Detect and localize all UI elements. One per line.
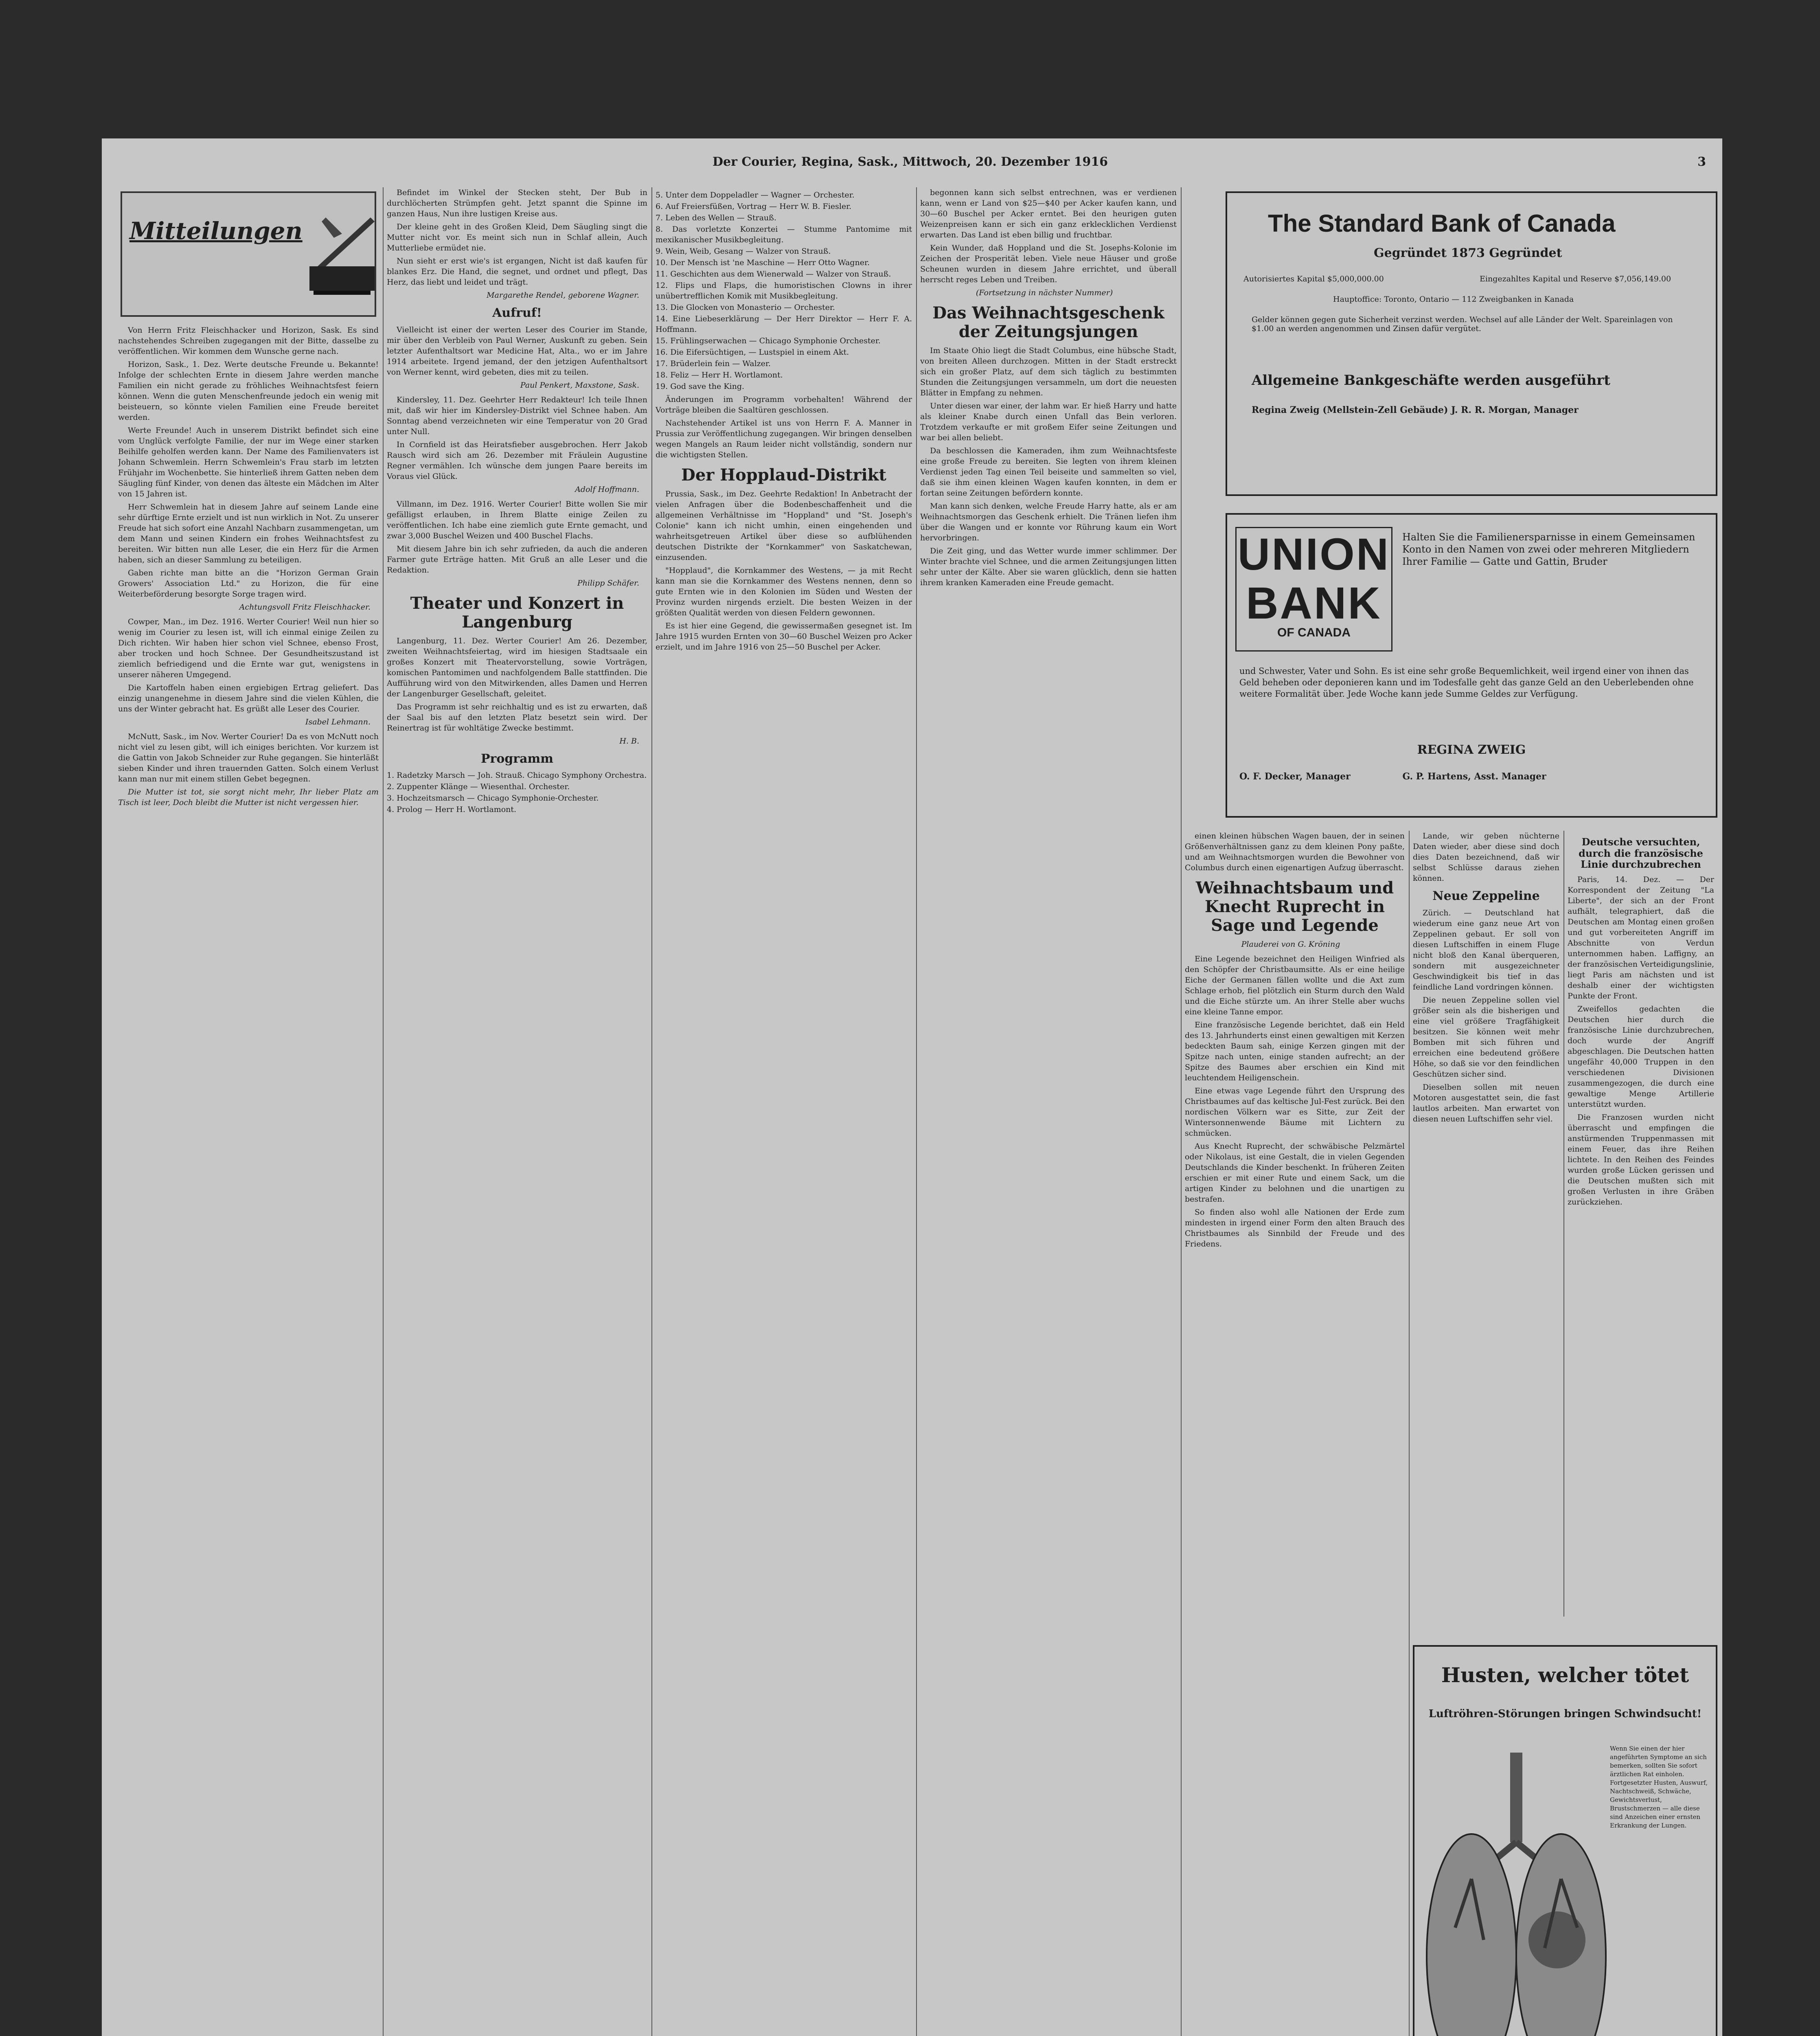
program-item: 6. Auf Freiersfüßen, Vortrag — Herr W. B. Fiesler. bbox=[656, 202, 852, 211]
poem-stanza-3: Nun sieht er erst wie's ist ergangen, Nicht ist daß kaufen für blankes Erz. Die Hand, die segnet, und ordnet und pflegt, Das Herz, das liebt und leidet und trägt. bbox=[387, 257, 647, 287]
zeppelin-text-3: Dieselben sollen mit neuen Motoren ausgestattet sein, die fast lautlos arbeiten. Man erwartet von diesen neuen Luftschiffen sehr viel. bbox=[1413, 1082, 1559, 1123]
union-bank-ad bbox=[1226, 513, 1717, 818]
column-rule bbox=[651, 187, 652, 2036]
continued-note: (Fortsetzung in nächster Nummer) bbox=[976, 288, 1113, 297]
hoppland-cont-2: Kein Wunder, daß Hoppland und die St. Josephs-Kolonie im Zeichen der Prosperität leben. Viele neue Häuser und große Scheunen wurden in diesem Jahre errichtet, und überall herrscht reges Leben und Treiben. bbox=[920, 244, 1177, 284]
letter-kindersley-1: Kindersley, 11. Dez. Geehrter Herr Redakteur! Ich teile Ihnen mit, daß wir hier im Kindersley-Distrikt viel Schnee haben. Am Sonntag abend verzeichneten wir eine Temperatur von 20 Grad unter Null. bbox=[387, 395, 647, 436]
program-item: 1. Radetzky Marsch — Joh. Strauß. Chicago Symphony Orchestra. bbox=[387, 771, 647, 780]
newsboys-heading: Das Weihnachtsgeschenk der Zeitungsjungen bbox=[932, 303, 1164, 341]
tree-text-4: Aus Knecht Ruprecht, der schwäbische Pelzmärtel oder Nikolaus, ist eine Gestalt, die in vielen Gegenden Deutschlands die Kinder beschenkt. In früheren Zeiten erschien er mit einer Rute und einem Sack, um die artigen Kinder zu belohnen und die unartigen zu bestrafen. bbox=[1185, 1142, 1405, 1204]
program-item: 14. Eine Liebeserklärung — Der Herr Direktor — Herr F. A. Hoffmann. bbox=[656, 314, 912, 334]
logo-line-1: UNION bbox=[1237, 529, 1390, 579]
theater-heading: Theater und Konzert in Langenburg bbox=[410, 593, 624, 632]
folio-line: Der Courier, Regina, Sask., Mittwoch, 20. Dezember 1916 bbox=[713, 155, 1108, 169]
hoppland-text-3: Es ist hier eine Gegend, die gewissermaßen gesegnet ist. Im Jahre 1915 wurden Ernten von 30—60 Buschel Weizen pro Acker erzielt, und im Jahre 1916 von 25—50 Buschel per Acker. bbox=[656, 621, 912, 652]
column-1 bbox=[118, 187, 379, 2036]
program-item: 2. Zuppenter Klänge — Wiesenthal. Orchester. bbox=[387, 782, 570, 791]
editor-note: Nachstehender Artikel ist uns von Herrn F. A. Manner in Prussia zur Veröffentlichung zugegangen. Wir bringen denselben wegen Mangels an Raum leider nicht vollständig, sondern nur die wichtigsten Stellen. bbox=[656, 419, 912, 459]
column-rule bbox=[383, 187, 384, 2036]
program-list-1 bbox=[387, 770, 647, 815]
cough-symptoms: Wenn Sie einen der hier angeführten Symptome an sich bemerken, sollten Sie sofort ärztlichen Rat einholen. Fortgesetzter Husten, Auswurf, Nachtschweiß, Schwäche, Gewichtsverlust, Brustschmerzen — alle diese sind Anzeichen einer ernsten Erkrankung der Lungen. bbox=[1610, 1745, 1708, 1829]
program-item: 9. Wein, Weib, Gesang — Walzer von Strauß. bbox=[656, 247, 831, 256]
tree-text-5: So finden also wohl alle Nationen der Erde zum mindesten in irgend einer Form den alten Brauch des Christbaumes als Sinnbild der Freude und des Friedens. bbox=[1185, 1208, 1405, 1248]
tree-text-3: Eine etwas vage Legende führt den Ursprung des Christbaumes auf das keltische Jul-Fest zurück. Bei den nordischen Völkern war es Sitte, zur Zeit der Wintersonnenwende Bäume mit Lichtern zu schmücken. bbox=[1185, 1086, 1405, 1138]
zeppelin-heading: Neue Zeppeline bbox=[1432, 889, 1540, 903]
program-item: 5. Unter dem Doppeladler — Wagner — Orchester. bbox=[656, 191, 855, 200]
program-item: 19. God save the King. bbox=[656, 382, 745, 391]
letter-villmann-1: Villmann, im Dez. 1916. Werter Courier! Bitte wollen Sie mir gefälligst erlauben, in Ihrem Blatte einige Zeilen zu veröffentlichen. Ich habe eine ziemlich gute Ernte gemacht, und zwar 3,000 Buschel Weizen und 400 Buschel Flachs. bbox=[387, 499, 647, 540]
column-3 bbox=[656, 187, 912, 2036]
letter-cowper-2: Die Kartoffeln haben einen ergiebigen Ertrag geliefert. Das einzig unangenehme in diesem Jahre sind die vielen Kühlen, die uns der Winter gebracht hat. Es grüßt alle Leser des Courier. bbox=[118, 683, 379, 713]
program-item: 10. Der Mensch ist 'ne Maschine — Herr Otto Wagner. bbox=[656, 258, 870, 267]
letter-kindersley-2: In Cornfield ist das Heiratsfieber ausgebrochen. Herr Jakob Rausch wird sich am 26. Dezember mit Fräulein Augustine Regner vermählen. Ich wünsche dem jungen Paare bereits im Voraus viel Glück. bbox=[387, 440, 647, 481]
section-banner bbox=[121, 191, 376, 317]
program-item: 12. Flips und Flaps, die humoristischen Clowns in ihrer unübertrefflichen Komik mit Musikbegleitung. bbox=[656, 281, 912, 301]
bank-reserve: Eingezahltes Kapital und Reserve $7,056,149.00 bbox=[1480, 274, 1671, 283]
program-item: 18. Feliz — Herr H. Wortlamont. bbox=[656, 371, 783, 380]
zeppelin-text-2: Die neuen Zeppeline sollen viel größer sein als die bisherigen und eine viel größere Tragfähigkeit besitzen. Sie können weit mehr Bomben mit sich führen und erreichen eine bedeutend größere Höhe, so daß sie vor den feindlichen Geschützen sicher sind. bbox=[1413, 995, 1559, 1079]
tree-author: Plauderei von G. Kröning bbox=[1241, 940, 1340, 949]
union-headline: Halten Sie die Familienersparnisse in einem Gemeinsamen Konto in den Namen von zwei oder mehreren Mitgliedern Ihrer Familie — Gatte und Gattin, Bruder bbox=[1402, 531, 1695, 567]
quill-inkwell-icon bbox=[301, 209, 379, 299]
signature-fleischhacker: Achtungsvoll Fritz Fleischhacker. bbox=[239, 603, 371, 612]
bank-manager: Regina Zweig (Mellstein-Zell Gebäude) J. R. R. Morgan, Manager bbox=[1252, 405, 1579, 415]
program-item: 15. Frühlingserwachen — Chicago Symphonie Orchester. bbox=[656, 336, 881, 345]
theater-text-2: Das Programm ist sehr reichhaltig und es ist zu erwarten, daß der Saal bis auf den letzten Platz besetzt sein wird. Der Reinertrag ist für wohltätige Zwecke bestimmt. bbox=[387, 702, 647, 733]
column-5 bbox=[1185, 831, 1405, 2036]
newsboys-text-5: Die Zeit ging, und das Wetter wurde immer schlimmer. Der Winter brachte viel Schnee, und die armen Zeitungsjungen litten sehr unter der Kälte. Aber sie waren glücklich, denn sie hatten ihrem kranken Kameraden eine Freude gemacht. bbox=[920, 546, 1177, 587]
theater-text-1: Langenburg, 11. Dez. Werter Courier! Am 26. Dezember, zweiten Weihnachtsfeiertag, wird im hiesigen Stadtsaale ein großes Konzert mit Theatervorstellung, sowie Vorträgen, komischen Pantomimen und nachfolgendem Balle stattfinden. Die Aufführung wird von den Mitwirkenden, alles Damen und Herren der Langenburger Gesellschaft, geleitet. bbox=[387, 636, 647, 698]
column-6 bbox=[1413, 831, 1559, 1617]
cough-subheadline: Luftröhren-Störungen bringen Schwindsucht! bbox=[1428, 1708, 1702, 1720]
newsboys-text-3: Da beschlossen die Kameraden, ihm zum Weihnachtsfeste eine große Freude zu bereiten. Sie legten von ihrem kleinen Verdienst jeden Tag einen Teil beiseite und sammelten so viel, daß sie ihm einen kleinen Wagen kaufen konnten, in dem er fortan seine Zeitungen befördern konnte. bbox=[920, 446, 1177, 498]
program-item: 7. Leben des Wellen — Strauß. bbox=[656, 213, 776, 222]
hoppland-cont-1: begonnen kann sich selbst entrechnen, was er verdienen kann, wenn er Land von $25—$40 per Acker kaufen kann, und 30—60 Buschel per Acker erntet. Bei den heurigen guten Weizenpreisen kann er sich ein ganz erklecklichen Verdienst erwarten. Das Land ist eben billig und fruchtbar. bbox=[920, 188, 1177, 239]
letter-horizon-2: Werte Freunde! Auch in unserem Distrikt befindet sich eine vom Unglück verfolgte Familie, der nur im Wege einer starken Beihilfe geholfen werden kann. Der Name des Familienvaters ist Johann Schwemlein. Herrn Schwemlein's Frau starb im letzten Frühjahr im Wochenbette. Sie hinterließ ihrem Gatten neben dem Säugling fünf Kinder, von denen das älteste ein Mädchen im Alter von 15 Jahren ist. bbox=[118, 426, 379, 498]
tree-text-2: Eine französische Legende berichtet, daß ein Held des 13. Jahrhunderts einst einen gewaltigen mit Kerzen bedeckten Baum sah, einige Kerzen gingen mit der Spitze nach unten, einige standen aufrecht; an der Spitze des Baumes aber erschien ein Kind mit leuchtendem Heiligenschein. bbox=[1185, 1020, 1405, 1082]
bank-capital: Autorisiertes Kapital $5,000,000.00 bbox=[1243, 274, 1384, 283]
program-list-2 bbox=[656, 190, 912, 392]
bank-subtitle: Allgemeine Bankgeschäfte werden ausgeführt bbox=[1252, 372, 1610, 388]
column-rule bbox=[916, 187, 917, 2036]
zeppelin-text-1: Zürich. — Deutschland hat wiederum eine ganz neue Art von Zeppelinen gebaut. Er soll von diesen Luftschiffen in einem Fluge nicht bloß den Kanal überqueren, sondern mit ausgezeichneter Geschwindigkeit bis tief in das feindliche Land vordringen können. bbox=[1413, 908, 1559, 992]
tree-heading: Weihnachtsbaum und Knecht Ruprecht in Sage und Legende bbox=[1195, 878, 1394, 935]
aufruf-text: Vielleicht ist einer der werten Leser des Courier im Stande, mir über den Verbleib von Paul Werner, Auskunft zu geben. Sein letzter Aufenthaltsort war Medicine Hat, Alta., wo er im Jahre 1914 arbeitete. Irgend jemand, der den jetzigen Aufenthaltsort von Werner kennt, wird gebeten, dies mit zu teilen. bbox=[387, 325, 647, 377]
logo-line-3: OF CANADA bbox=[1277, 626, 1351, 639]
union-managers bbox=[1239, 771, 1704, 782]
standard-bank-ad bbox=[1226, 191, 1717, 496]
bank-hq: Hauptoffice: Toronto, Ontario — 112 Zweigbanken in Kanada bbox=[1333, 295, 1574, 304]
signature-hoffmann: Adolf Hoffmann. bbox=[575, 485, 639, 494]
column-rule bbox=[1563, 831, 1564, 1617]
program-item: 4. Prolog — Herr H. Wortlamont. bbox=[387, 805, 517, 814]
program-item: 11. Geschichten aus dem Wienerwald — Walzer von Strauß. bbox=[656, 270, 891, 279]
lungs-illustration-icon bbox=[1423, 1744, 1610, 2036]
column-rule bbox=[1181, 187, 1182, 2036]
program-item: 8. Das vorletzte Konzertei — Stumme Pantomime mit mexikanischer Musikbegleitung. bbox=[656, 225, 912, 244]
program-item: 3. Hochzeitsmarsch — Chicago Symphonie-Orchester. bbox=[387, 794, 599, 803]
letter-horizon-4: Gaben richte man bitte an die "Horizon German Grain Growers' Association Ltd." zu Horizon, die für eine Weiterbeförderung besorgte Sorge tragen wird. bbox=[118, 568, 379, 599]
bank-title: The Standard Bank of Canada bbox=[1268, 210, 1616, 237]
intro-paragraph: Von Herrn Fritz Fleischhacker und Horizon, Sask. Es sind nachstehendes Schreiben zugegangen mit der Bitte, dasselbe zu veröffentlichen. Wir kommen dem Wunsche gerne nach. bbox=[118, 326, 379, 356]
program-heading: Programm bbox=[480, 751, 554, 766]
cough-headline: Husten, welcher tötet bbox=[1441, 1663, 1689, 1687]
page-header bbox=[102, 155, 1722, 179]
poem-stanza-1: Befindet im Winkel der Stecken steht, Der Bub in durchlöcherten Strümpfen geht. Jetzt spannt die Spinne im ganzen Haus, Nun ihre lustigen Kreise aus. bbox=[387, 188, 647, 218]
letter-mcnutt: McNutt, Sask., im Nov. Werter Courier! Da es von McNutt noch nicht viel zu lesen gibt, will ich einiges berichten. Vor kurzem ist die Gattin von Jakob Schneider zur Ruhe gegangen. Sie hinterläßt sieben Kinder und ihren trauernden Gatten. Solch einem Verlust kann man nur mit einem stillen Gebet begegnen. bbox=[118, 732, 379, 783]
banner-left-text: Mitteilungen bbox=[129, 217, 303, 245]
column-4 bbox=[920, 187, 1177, 2036]
war-text-3: Die Franzosen wurden nicht überrascht und empfingen die anstürmenden Truppenmassen mit einem Feuer, das ihre Reihen lichtete. In den Reihen des Feindes wurden große Lücken gerissen und die Deutschen mußten sich mit großen Verlusten in ihre Gräben zurückziehen. bbox=[1568, 1112, 1714, 1207]
union-body: und Schwester, Vater und Sohn. Es ist eine sehr große Bequemlichkeit, weil irgend einer von ihnen das Geld beheben oder deponieren kann und im Todesfalle geht das ganze Geld an den Ueberlebenden ohne weitere Formalität über. Jede Woche kann jede Summe Geldes zur Verfügung. bbox=[1239, 666, 1694, 699]
aufruf-heading: Aufruf! bbox=[492, 306, 542, 320]
newsboys-text-4: Man kann sich denken, welche Freude Harry hatte, als er am Weihnachtsmorgen das Geschenk erhielt. Die Tränen liefen ihm über die Wangen und er konnte vor Rührung kaum ein Wort hervorbringen. bbox=[920, 502, 1177, 542]
union-branch: REGINA ZWEIG bbox=[1417, 743, 1526, 757]
war-text-1: Paris, 14. Dez. — Der Korrespondent der Zeitung "La Liberte", der sich an der Front aufhält, telegraphiert, daß die Deutschen am Montag einen großen und gut vorbereiteten Angriff im Abschnitte von Verdun unternommen haben. Laffigny, an der französischen Verteidigungslinie, liegt Paris am nächsten und ist deshalb einer der wichtigsten Punkte der Front. bbox=[1568, 875, 1714, 1000]
program-item: 13. Die Glocken von Monasterio — Orchester. bbox=[656, 303, 835, 312]
column-2 bbox=[387, 187, 647, 2036]
signature-lehmann: Isabel Lehmann. bbox=[305, 717, 371, 726]
union-manager: O. F. Decker, Manager bbox=[1239, 771, 1351, 782]
hoppland-heading: Der Hopplaud-Distrikt bbox=[681, 465, 886, 485]
hoppland-text-2: "Hopplaud", die Kornkammer des Westens, — ja mit Recht kann man sie die Kornkammer des Westens nennen, denn so gute Ernten wie in den Kolonien im Süden und Westen der Provinz wurden nirgends erzielt. Die besten Weizen in der größten Qualität werden von diesen Feldern gewonnen. bbox=[656, 566, 912, 617]
signature-schaefer: Philipp Schäfer. bbox=[577, 578, 639, 588]
column-7 bbox=[1568, 831, 1714, 1617]
newsboys-text-1: Im Staate Ohio liegt die Stadt Columbus, eine hübsche Stadt, von breiten Alleen durchzogen. Mitten in der Stadt erstreckt sich ein großer Platz, auf dem sich täglich zu bestimmten Stunden die Zeitungsjungen versammeln, um dort die neuesten Blätter in Empfang zu nehmen. bbox=[920, 346, 1177, 397]
letter-villmann-2: Mit diesem Jahre bin ich sehr zufrieden, da auch die anderen Farmer gute Erträge hatten. Mit Gruß an alle Leser und die Redaktion. bbox=[387, 544, 647, 575]
logo-line-2: BANK bbox=[1246, 578, 1382, 628]
bank-founded: Gegründet 1873 Gegründet bbox=[1374, 246, 1562, 260]
signature-rendel: Margarethe Rendel, geborene Wagner. bbox=[487, 291, 639, 300]
union-bank-logo bbox=[1235, 527, 1392, 652]
letter-horizon-1: Horizon, Sask., 1. Dez. Werte deutsche Freunde u. Bekannte! Infolge der schlechten Ernte in diesem Jahre werden manche Familien ein nicht gerade zu fröhliches Weihnachtsfest feiern können. Wenn die guten Menschenfreunde jedoch ein wenig mit beisteuern, so könnte vielen Familien eine Freude bereitet werden. bbox=[118, 360, 379, 422]
bank-text: Gelder können gegen gute Sicherheit verzinst werden. Wechsel auf alle Länder der Welt. Spareinlagen von $1.00 an werden angenommen und Zinsen dafür vergütet. bbox=[1252, 315, 1673, 333]
newspaper-page bbox=[102, 138, 1722, 2036]
signature-penkert: Paul Penkert, Maxstone, Sask. bbox=[520, 380, 639, 390]
newsboys-text-2: Unter diesen war einer, der lahm war. Er hieß Harry und hatte als kleiner Knabe durch einen Unfall das Bein verloren. Trotzdem verkaufte er mit großem Eifer seine Zeitungen und war bei allen beliebt. bbox=[920, 401, 1177, 442]
signature-hb: H. B. bbox=[619, 736, 639, 746]
war-text-2: Zweifellos gedachten die Deutschen hier durch die französische Linie durchzubrechen, doch wurde der Angriff abgeschlagen. Die Deutschen hatten ungefähr 40,000 Truppen in den verschiedenen Divisionen zusammengezogen, die durch eine gewaltige Menge Artillerie unterstützt wurden. bbox=[1568, 1004, 1714, 1109]
program-item: 17. Brüderlein fein — Walzer. bbox=[656, 359, 771, 368]
tree-text-1: Eine Legende bezeichnet den Heiligen Winfried als den Schöpfer der Christbaumsitte. Als er eine heilige Eiche der Germanen fällen wollte und die Axt zum Schlage erhob, fiel plötzlich ein Sturm durch den Wald und die Eiche stürzte um. An ihrer Stelle aber wuchs eine kleine Tanne empor. bbox=[1185, 954, 1405, 1016]
column-rule bbox=[1409, 831, 1410, 2036]
poem-mother: Die Mutter ist tot, sie sorgt nicht mehr, Ihr lieber Platz am Tisch ist leer, Doch bleibt die Mutter ist nicht vergessen hier. bbox=[118, 788, 379, 807]
letter-horizon-3: Herr Schwemlein hat in diesem Jahre auf seinem Lande eine sehr dürftige Ernte erzielt und ist nun wirklich in Not. Zu unserer Freude hat sich sofort eine Anzahl Nachbarn zusammengetan, um dem Mann und seinen Kindern ein frohes Weihnachtsfest zu bereiten. Wir bitten nun alle Leser, die ein Herz für die Armen haben, sich an dieser Sammlung zu beteiligen. bbox=[118, 502, 379, 564]
stats-text: Lande, wir geben nüchterne Daten wieder, aber diese sind doch dies Daten bezeichnend, daß wir selbst Schlüsse daraus ziehen können. bbox=[1413, 832, 1559, 883]
program-note: Änderungen im Programm vorbehalten! Während der Vorträge bleiben die Saaltüren geschlossen. bbox=[656, 395, 912, 415]
page-number: 3 bbox=[1697, 155, 1706, 169]
hoppland-text-1: Prussia, Sask., im Dez. Geehrte Redaktion! In Anbetracht der vielen Anfragen über die Bodenbeschaffenheit und die allgemeinen Verhältnisse im "Hoppland" und "St. Joseph's Colonie" kann ich nicht umhin, einen eingehenden und wahrheitsgetreuen Artikel über diese so aufblühenden deutschen Distrikte der "Kornkammer" von Saskatchewan, einzusenden. bbox=[656, 489, 912, 562]
cough-medicine-ad bbox=[1413, 1645, 1717, 2036]
letter-cowper-1: Cowper, Man., im Dez. 1916. Werter Courier! Weil nun hier so wenig im Courier zu lesen ist, will ich einmal einige Zeilen zu Dich richten. Wir haben hier schon viel Schnee, ebenso Frost, aber trocken und hoch Schnee. Der Gesundheitszustand ist ziemlich befriedigend und die Ernte war gut, wenigstens in unserer näheren Umgegend. bbox=[118, 617, 379, 679]
poem-stanza-2: Der kleine geht in des Großen Kleid, Dem Säugling singt die Mutter nicht vor. Es meint sich nun in Schlaf allein, Auch Mutterliebe ermüdet nie. bbox=[387, 222, 647, 252]
union-asst-manager: G. P. Hartens, Asst. Manager bbox=[1402, 771, 1546, 782]
program-item: 16. Die Eifersüchtigen, — Lustspiel in einem Akt. bbox=[656, 348, 849, 357]
war-heading: Deutsche versuchten, durch die französische Linie durchzubrechen bbox=[1579, 836, 1703, 871]
newsboys-cont: einen kleinen hübschen Wagen bauen, der in seinen Größenverhältnissen ganz zu dem kleinen Pony paßte, und am Weihnachtsmorgen wurden die Bewohner von Columbus durch einen eigenartigen Aufzug überrascht. bbox=[1185, 832, 1405, 872]
